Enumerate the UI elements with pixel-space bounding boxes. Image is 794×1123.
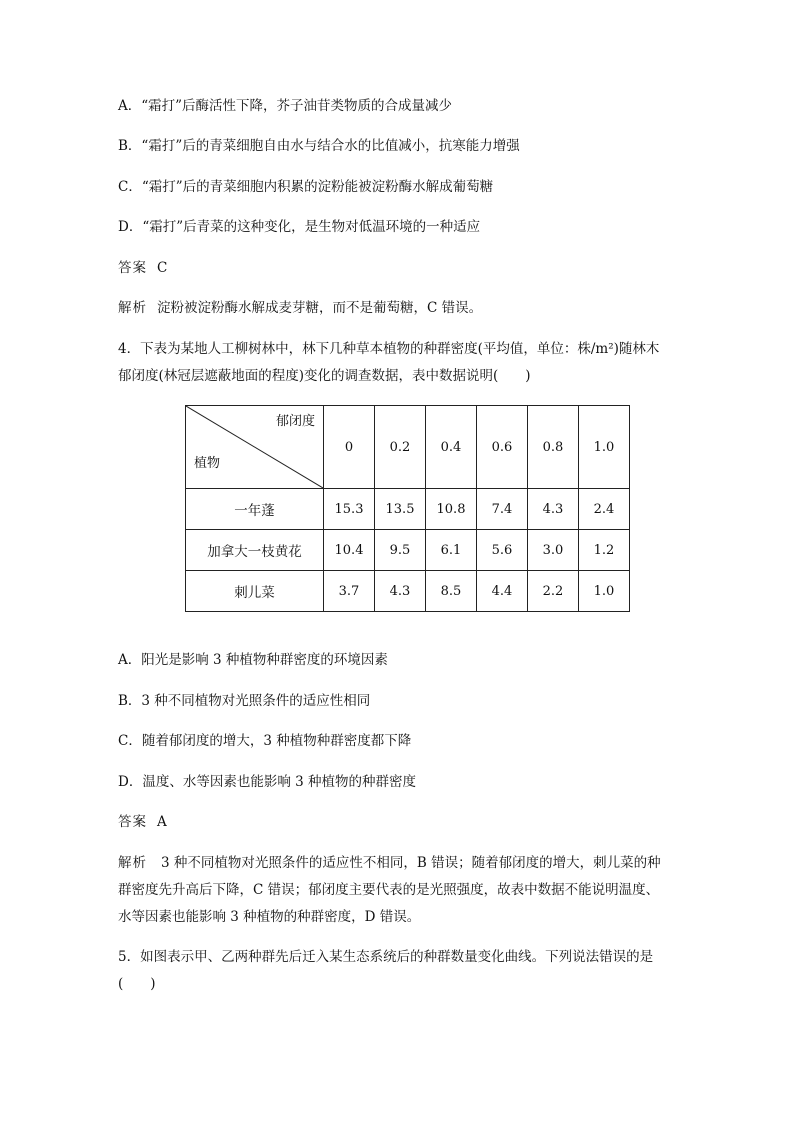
table-cell: 13.5 — [375, 489, 426, 530]
column-header: 0.6 — [477, 406, 528, 489]
q4-stem-line2: 郁闭度(林冠层遮蔽地面的程度)变化的调查数据，表中数据说明( ) — [118, 368, 531, 384]
q4-stem-line1: 4．下表为某地人工柳树林中，林下几种草本植物的种群密度(平均值，单位：株/m²)随林木 — [118, 341, 660, 357]
column-header: 0.2 — [375, 406, 426, 489]
density-table — [185, 405, 630, 612]
header-closure: 郁闭度 — [275, 414, 315, 429]
q4-option-c: C．随着郁闭度的增大，3 种植物种群密度都下降 — [118, 733, 412, 749]
q3-option-a: A．“霜打”后酶活性下降，芥子油苷类物质的合成量减少 — [118, 98, 453, 114]
plant-name: 一年蓬 — [186, 489, 324, 530]
q4-option-b: B．3 种不同植物对光照条件的适应性相同 — [118, 693, 371, 709]
plant-name: 刺儿菜 — [186, 571, 324, 612]
q5-stem-line2: ( ) — [118, 976, 156, 992]
q3-answer — [118, 259, 167, 277]
column-header: 0.8 — [528, 406, 579, 489]
table-cell: 7.4 — [477, 489, 528, 530]
analysis-text: 3 种不同植物对光照条件的适应性不相同，B 错误；随着郁闭度的增大，刺儿菜的种 — [161, 855, 661, 871]
q4-option-d: D．温度、水等因素也能影响 3 种植物的种群密度 — [118, 774, 416, 790]
header-plant: 植物 — [194, 456, 221, 471]
table-cell: 4.3 — [375, 571, 426, 612]
table-cell: 3.0 — [528, 530, 579, 571]
table-cell: 8.5 — [426, 571, 477, 612]
column-header: 0.4 — [426, 406, 477, 489]
analysis-label: 解析 — [118, 300, 147, 316]
q4-analysis-line3: 水等因素也能影响 3 种植物的种群密度，D 错误。 — [118, 909, 421, 925]
table-cell: 10.8 — [426, 489, 477, 530]
table-cell: 1.2 — [579, 530, 630, 571]
table-cell: 2.2 — [528, 571, 579, 612]
table-row — [186, 530, 630, 571]
table-header-diagonal-cell — [186, 406, 324, 489]
analysis-text: 淀粉被淀粉酶水解成麦芽糖，而不是葡萄糖，C 错误。 — [157, 300, 483, 316]
analysis-label: 解析 — [118, 855, 147, 871]
table-cell: 4.4 — [477, 571, 528, 612]
answer-label: 答案 — [118, 814, 147, 830]
table-cell: 5.6 — [477, 530, 528, 571]
table-cell: 10.4 — [324, 530, 375, 571]
table-cell: 3.7 — [324, 571, 375, 612]
table-cell: 6.1 — [426, 530, 477, 571]
q4-analysis-line2: 群密度先升高后下降，C 错误；郁闭度主要代表的是光照强度，故表中数据不能说明温度、 — [118, 882, 660, 898]
q3-option-d: D．“霜打”后青菜的这种变化，是生物对低温环境的一种适应 — [118, 219, 481, 235]
q3-analysis — [118, 299, 482, 317]
answer-value: C — [157, 260, 168, 276]
table-cell: 1.0 — [579, 571, 630, 612]
plant-name: 加拿大一枝黄花 — [186, 530, 324, 571]
q4-answer — [118, 813, 167, 831]
q4-analysis-line1 — [118, 854, 661, 872]
table-cell: 9.5 — [375, 530, 426, 571]
table-row — [186, 571, 630, 612]
q3-option-c: C．“霜打”后的青菜细胞内积累的淀粉能被淀粉酶水解成葡萄糖 — [118, 179, 494, 195]
column-header: 0 — [324, 406, 375, 489]
answer-label: 答案 — [118, 260, 147, 276]
column-header: 1.0 — [579, 406, 630, 489]
q4-option-a: A．阳光是影响 3 种植物种群密度的环境因素 — [118, 652, 388, 668]
q5-stem-line1: 5．如图表示甲、乙两种群先后迁入某生态系统后的种群数量变化曲线。下列说法错误的是 — [118, 949, 654, 965]
answer-value: A — [157, 814, 167, 830]
table-row — [186, 489, 630, 530]
table-cell: 2.4 — [579, 489, 630, 530]
table-cell: 4.3 — [528, 489, 579, 530]
q3-option-b: B．“霜打”后的青菜细胞自由水与结合水的比值减小，抗寒能力增强 — [118, 138, 520, 154]
table-cell: 15.3 — [324, 489, 375, 530]
